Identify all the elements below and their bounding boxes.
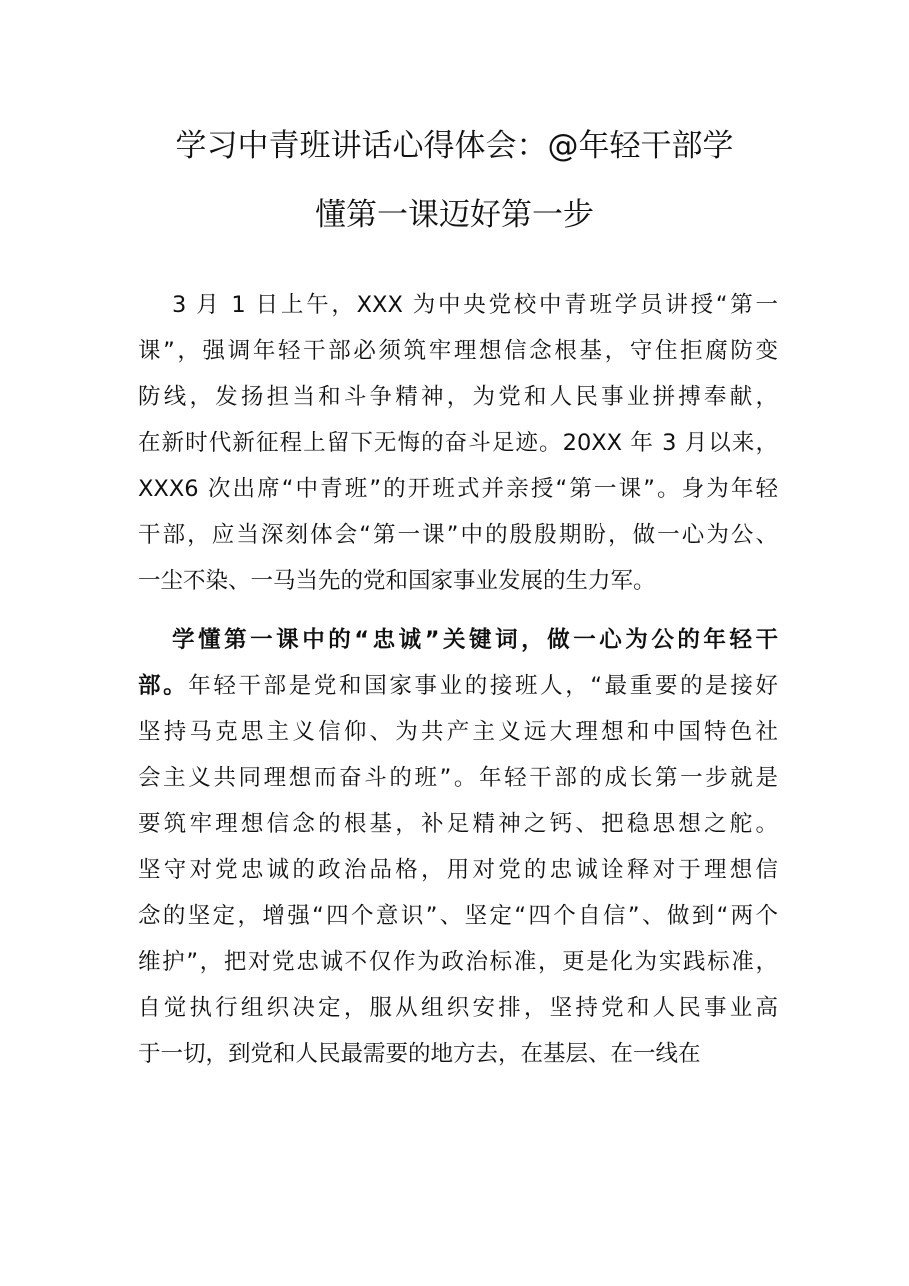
paragraph-2-line: 坚守对党忠诚的政治品格，用对党的忠诚诠释对于理想信: [138, 857, 778, 883]
paragraph-2-line: 坚持马克思主义信仰、为共产主义远大理想和中国特色社: [138, 719, 778, 745]
document-title-line-1: 学习中青班讲话心得体会：@年轻干部学: [175, 128, 734, 164]
paragraph-2-heading-line: 学懂第一课中的“忠诚”关键词，做一心为公的年轻干: [172, 627, 778, 653]
paragraph-1-line: 一尘不染、一马当先的党和国家事业发展的生力军。: [138, 568, 656, 594]
paragraph-1-line: 课”，强调年轻干部必须筑牢理想信念根基，守住拒腐防变: [138, 338, 778, 364]
paragraph-2-heading-end: 部。: [138, 673, 189, 699]
paragraph-1-line: XXX6 次出席“中青班”的开班式并亲授“第一课”。身为年轻: [138, 476, 778, 502]
document-title-line-2: 懂第一课迈好第一步: [315, 197, 594, 233]
paragraph-1-line: 3 月 1 日上午，XXX 为中央党校中青班学员讲授“第一: [172, 292, 778, 318]
paragraph-2-line: 于一切，到党和人民最需要的地方去，在基层、在一线在: [138, 1041, 701, 1067]
paragraph-2-line: 念的坚定，增强“四个意识”、坚定“四个自信”、做到“两个: [138, 903, 778, 929]
paragraph-2-line: 维护”，把对党忠诚不仅作为政治标准，更是化为实践标准，: [138, 949, 778, 975]
paragraph-2-line-text: 年轻干部是党和国家事业的接班人，“最重要的是接好: [188, 673, 778, 699]
paragraph-2-line: 会主义共同理想而奋斗的班”。年轻干部的成长第一步就是: [138, 765, 778, 791]
paragraph-2-line: [138, 663, 778, 709]
paragraph-2: [138, 617, 778, 1077]
paragraph-1-line: 在新时代新征程上留下无悔的奋斗足迹。20XX 年 3 月以来，: [138, 430, 778, 456]
paragraph-1-line: 防线，发扬担当和斗争精神，为党和人民事业拼搏奉献，: [138, 384, 778, 410]
paragraph-1-line: 干部，应当深刻体会“第一课”中的殷殷期盼，做一心为公、: [138, 522, 778, 548]
paragraph-1: [138, 282, 778, 604]
paragraph-2-line: 自觉执行组织决定，服从组织安排，坚持党和人民事业高: [138, 995, 778, 1021]
paragraph-2-line: 要筑牢理想信念的根基，补足精神之钙、把稳思想之舵。: [138, 811, 778, 837]
